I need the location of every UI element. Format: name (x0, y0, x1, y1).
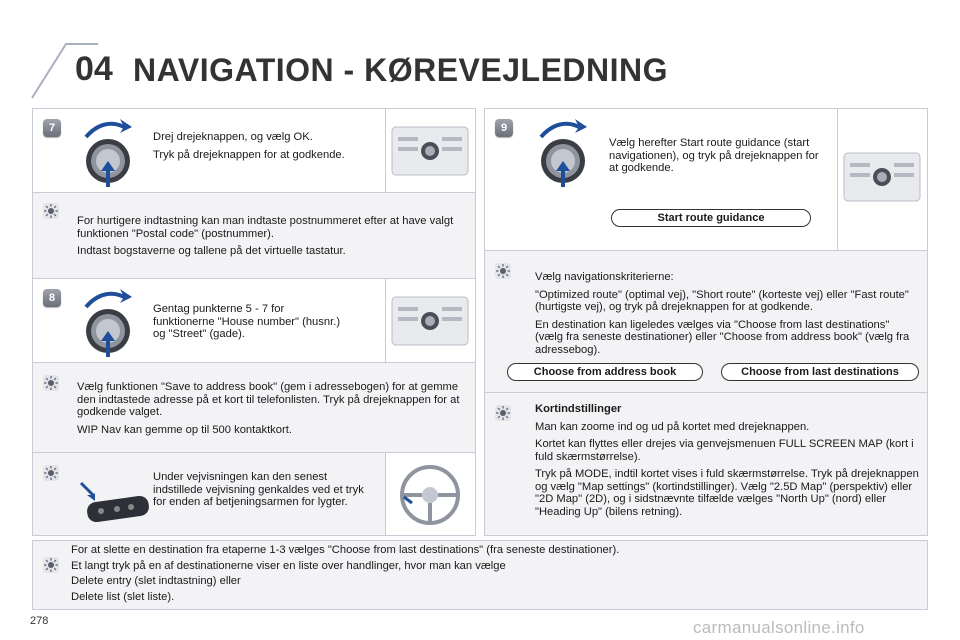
start-route-guidance-button[interactable]: Start route guidance (611, 209, 811, 227)
step-9-section (485, 109, 927, 251)
step-badge-7: 7 (43, 119, 61, 137)
tip-5-section (485, 393, 927, 535)
step-badge-9: 9 (495, 119, 513, 137)
step-8-text: Gentag punkterne 5 - 7 for funktionerne "House number" (husnr.) og "Street" (gade). (153, 303, 341, 340)
choose-from-address-book-button[interactable]: Choose from address book (507, 363, 703, 381)
radio-unit-icon (386, 279, 474, 362)
tip-4-text: Vælg navigationskriterierne: "Optimized route" (optimal vej), "Short route" (korteste vej) eller "Fast route" (hurtigste vej), og tryk på drejeknappen for at godkende. En destination kan ligeledes vælges via "Choose from last destinations" (vælg fra seneste destinationer) eller "Choose from address book" (vælg fra adressebog). (535, 271, 910, 356)
step-7-text: Drej drejeknappen, og vælg OK. Tryk på drejeknappen for at godkende. (153, 131, 345, 161)
radio-unit-image (837, 109, 927, 250)
tip-3-section (33, 453, 475, 535)
light-stalk-icon (73, 479, 153, 529)
bottom-panel (32, 540, 928, 610)
rotary-knob-icon (78, 285, 138, 365)
tip-5-heading: Kortindstillinger (535, 403, 622, 415)
rotary-knob-icon (78, 115, 138, 195)
watermark: carmanualsonline.info (693, 618, 865, 637)
radio-unit-icon (386, 109, 474, 192)
radio-unit-image (385, 109, 475, 192)
choose-from-last-destinations-button[interactable]: Choose from last destinations (721, 363, 919, 381)
step-badge-8: 8 (43, 289, 61, 307)
tip-2-text: Vælg funktionen "Save to address book" (gem i adressebogen) for at gemme den indtastede adresse på et kort til telefonlisten. Tryk på drejeknappen for at godkende valget. WIP Nav kan gemme op til 500 kontaktkort. (77, 381, 460, 436)
steering-wheel-icon (386, 453, 474, 535)
tip-5-text: Kortindstillinger Man kan zoome ind og ud på kortet med drejeknappen. Kortet kan flyttes eller drejes via genvejsmenuen FULL SCREEN MAP (kort i fuld skærmstørrelse). Tryk på MODE, indtil kortet vises i fuld skærmstørrelse. Tryk på drejeknappen og vælg "Map settings" (kortindstillinger). Vælg "2.5D Map" (perspektiv) eller "2D Map" (2D), og i sidstnævnte tilfælde vælges "North Up" (nord) eller "Heading Up" (bilens retning). (535, 403, 919, 518)
left-panel (32, 108, 476, 536)
page-title: NAVIGATION - KØREVEJLEDNING (133, 52, 669, 88)
tip-3-text: Under vejvisningen kan den senest indstillede vejvisning genkaldes ved et tryk for enden af betjeningsarmen for lygter. (153, 471, 364, 508)
radio-unit-icon (838, 109, 926, 250)
tip-1-text: For hurtigere indtastning kan man indtaste postnummeret efter at have valgt funktionen "Postal code" (postnummer). Indtast bogstaverne og tallene på det virtuelle tastatur. (77, 215, 454, 257)
tip-2-lightbulb-icon (43, 375, 59, 391)
tip-4-section (485, 251, 927, 393)
tip-3-lightbulb-icon (43, 465, 59, 481)
tip-4-lightbulb-icon (495, 263, 511, 279)
step-7-section (33, 109, 475, 193)
chapter-number: 04 (75, 50, 113, 88)
tip-2-section (33, 363, 475, 453)
bottom-lightbulb-icon (43, 557, 59, 573)
tip-1-lightbulb-icon (43, 203, 59, 219)
step-8-section (33, 279, 475, 363)
step-9-text: Vælg herefter Start route guidance (start navigationen), og tryk på drejeknappen for at godkende. (609, 137, 819, 174)
tip-1-section (33, 193, 475, 279)
tip-5-lightbulb-icon (495, 405, 511, 421)
bottom-text: For at slette en destination fra etaperne 1-3 vælges "Choose from last destinations" (fra seneste destinationer). Et langt tryk på en af destinationerne viser en liste over handlinger, hvor man kan vælge Delete entry (slet indtastning) eller Delete list (slet liste). (71, 544, 620, 603)
page-number: 278 (30, 615, 49, 627)
right-panel (484, 108, 928, 536)
rotary-knob-icon (533, 115, 593, 195)
steering-wheel-image (385, 453, 475, 535)
radio-unit-image (385, 279, 475, 362)
